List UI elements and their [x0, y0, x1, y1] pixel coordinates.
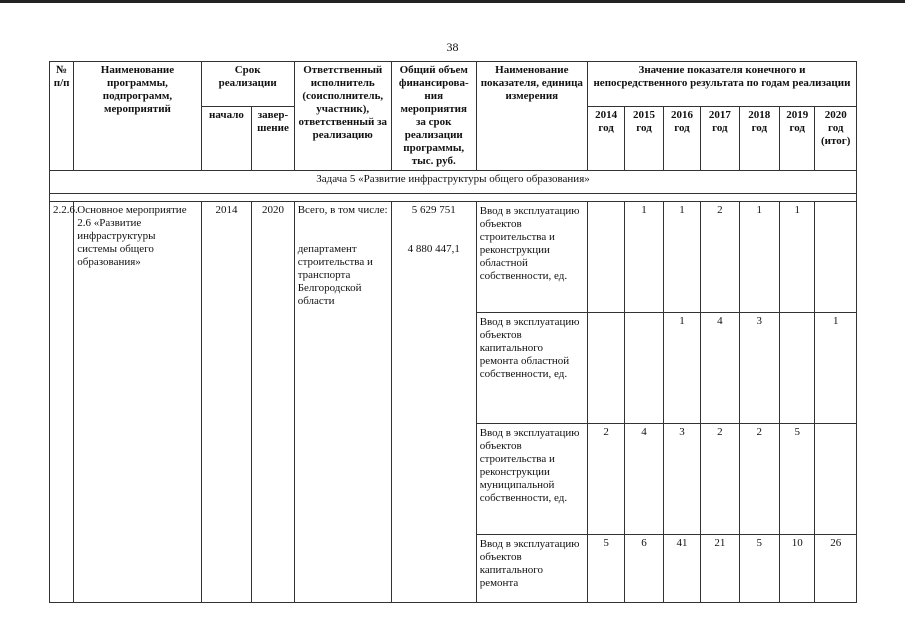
indicator-value: 5: [587, 535, 624, 603]
header-indicator: Наименование показателя, единица измерения: [476, 62, 587, 171]
indicator-value: 3: [663, 424, 700, 535]
indicator-value: 1: [625, 202, 663, 313]
header-year: 2016 год: [663, 107, 700, 171]
indicator-name: Ввод в эксплуатацию объектов капитального ремонта: [476, 535, 587, 603]
header-term-end: завер-шение: [252, 107, 294, 171]
volume-total: 5 629 751: [411, 204, 456, 216]
header-year: 2014 год: [587, 107, 624, 171]
activity-num: 2.2.6.: [50, 202, 74, 603]
indicator-value: 21: [701, 535, 739, 603]
indicator-value: [815, 424, 857, 535]
indicator-value: [815, 202, 857, 313]
indicator-value: 2: [701, 424, 739, 535]
indicator-value: 6: [625, 535, 663, 603]
indicator-name: Ввод в эксплуатацию объектов капитального ремонта областной собственности, ед.: [476, 313, 587, 424]
header-year: 2018 год: [739, 107, 779, 171]
indicator-value: 26: [815, 535, 857, 603]
indicator-value: 5: [780, 424, 815, 535]
indicator-value: [587, 202, 624, 313]
indicator-value: [780, 313, 815, 424]
header-num: № п/п: [50, 62, 74, 171]
activity-executor: [294, 202, 391, 603]
activity-start: 2014: [201, 202, 252, 603]
indicator-value: 1: [780, 202, 815, 313]
indicator-name: Ввод в эксплуатацию объектов строительства и реконструкции муниципальной собственности, ед.: [476, 424, 587, 535]
row-separator: [50, 194, 857, 202]
header-name: Наименование программы, подпрограмм, мероприятий: [74, 62, 201, 171]
header-volume: Общий объем финансирова-ния мероприятия за срок реализации программы, тыс. руб.: [391, 62, 476, 171]
indicator-value: 3: [739, 313, 779, 424]
volume-dept: 4 880 447,1: [407, 243, 460, 255]
activity-name: Основное мероприятие 2.6 «Развитие инфраструктуры системы общего образования»: [74, 202, 201, 603]
activity-end: 2020: [252, 202, 294, 603]
header-term: Срок реализации: [201, 62, 294, 107]
program-table: [49, 61, 857, 603]
header-year: 2019 год: [780, 107, 815, 171]
activity-volume: [391, 202, 476, 603]
table-row: [50, 202, 857, 313]
header-executor: Ответственный исполнитель (соисполнитель, участник), ответственный за реализацию: [294, 62, 391, 171]
header-year: 2015 год: [625, 107, 663, 171]
header-term-start: начало: [201, 107, 252, 171]
indicator-value: 1: [663, 202, 700, 313]
indicator-value: 2: [739, 424, 779, 535]
task-row: Задача 5 «Развитие инфраструктуры общего образования»: [50, 171, 857, 194]
page-number: 38: [446, 40, 459, 54]
indicator-value: [587, 313, 624, 424]
indicator-value: 2: [701, 202, 739, 313]
indicator-value: 4: [701, 313, 739, 424]
indicator-value: 1: [739, 202, 779, 313]
top-border-rule: [0, 0, 905, 3]
indicator-value: 5: [739, 535, 779, 603]
executor-dept: департамент строительства и транспорта Белгородской области: [297, 243, 373, 307]
indicator-value: 1: [815, 313, 857, 424]
indicator-value: 1: [663, 313, 700, 424]
indicator-value: [625, 313, 663, 424]
indicator-name: Ввод в эксплуатацию объектов строительства и реконструкции областной собственности, ед.: [476, 202, 587, 313]
header-values-group: Значение показателя конечного и непосредственного результата по годам реализации: [587, 62, 856, 107]
indicator-value: 41: [663, 535, 700, 603]
indicator-value: 2: [587, 424, 624, 535]
header-year: 2020 год (итог): [815, 107, 857, 171]
executor-total: Всего, в том числе:: [297, 204, 388, 216]
indicator-value: 10: [780, 535, 815, 603]
header-year: 2017 год: [701, 107, 739, 171]
indicator-value: 4: [625, 424, 663, 535]
